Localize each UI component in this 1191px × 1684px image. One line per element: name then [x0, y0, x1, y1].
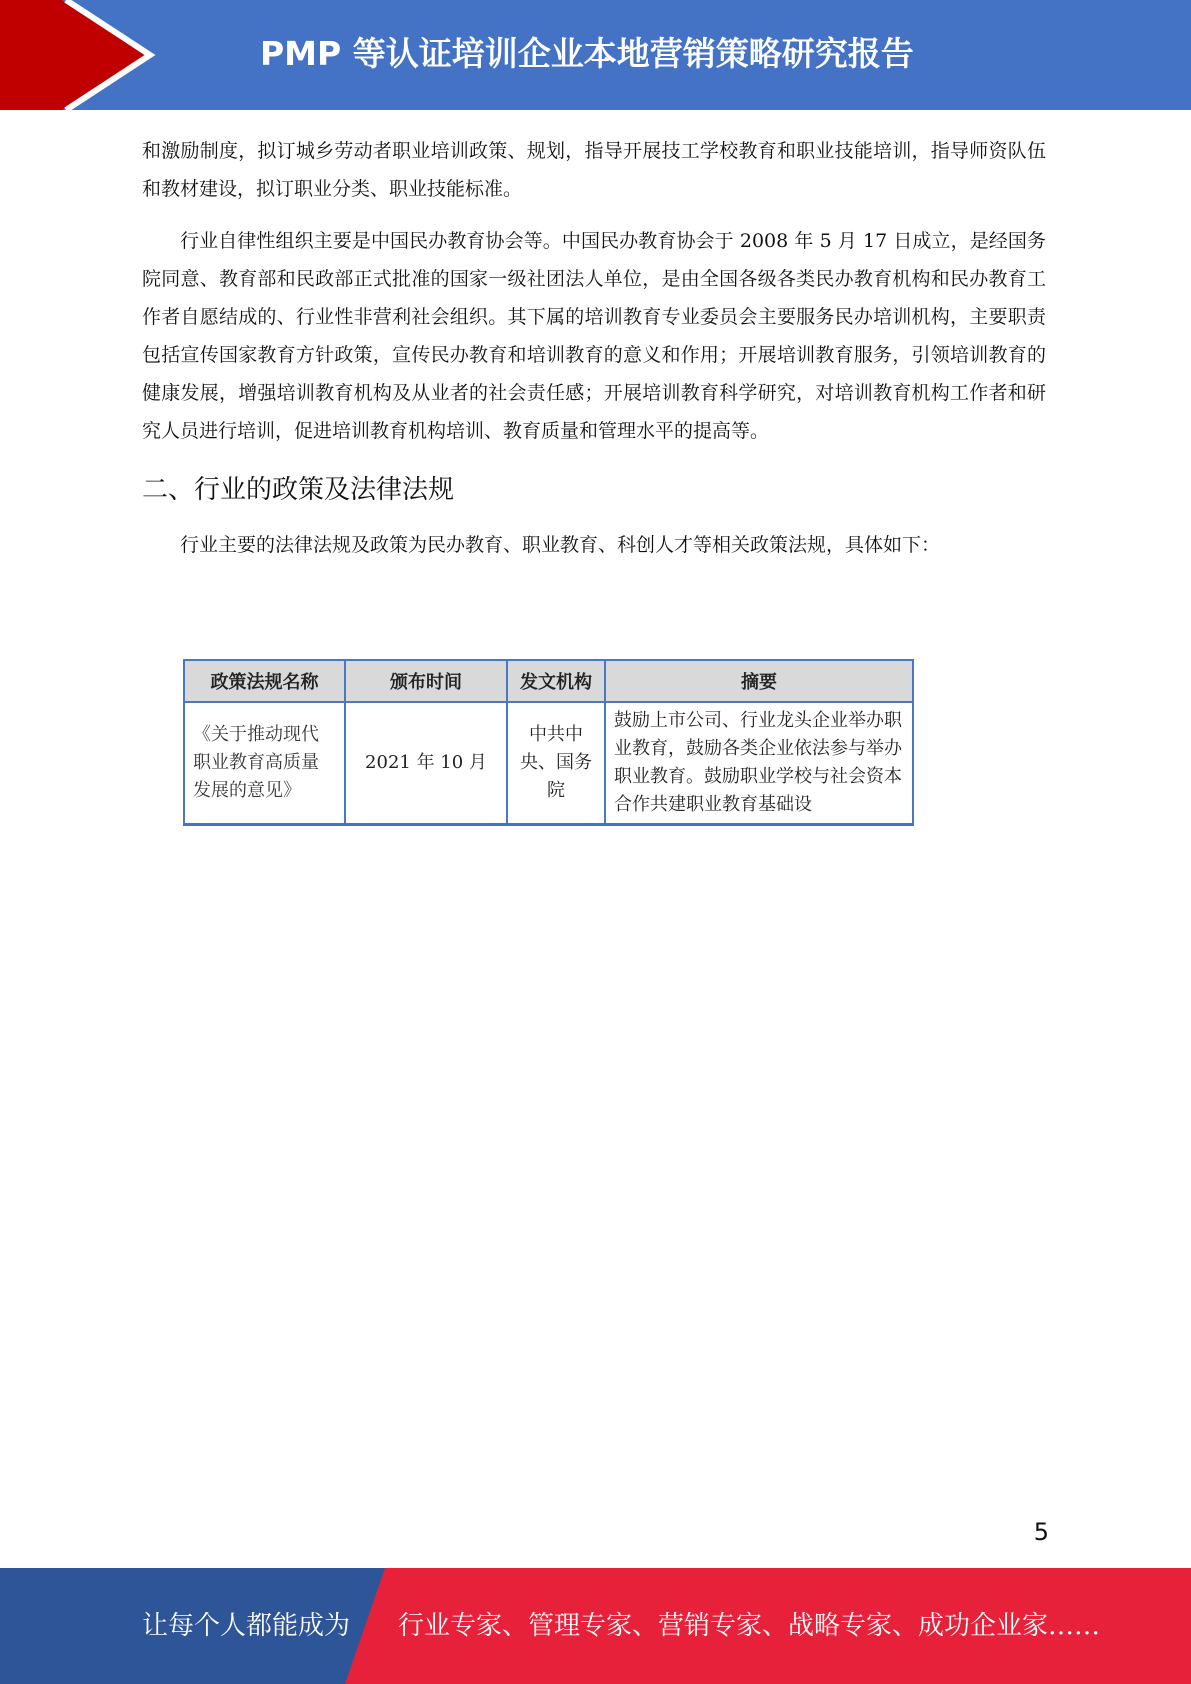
cell-issuing-body: 中共中央、国务院: [507, 702, 605, 825]
footer-slogan-right: 行业专家、管理专家、营销专家、战略专家、成功企业家……: [398, 1611, 1101, 1641]
table-row: [184, 702, 913, 825]
header-policy-name: 政策法规名称: [184, 660, 345, 702]
section-heading: 二、行业的政策及法律法规: [142, 475, 455, 505]
page-content: [142, 132, 1046, 564]
header-issue-date: 颁布时间: [345, 660, 507, 702]
paragraph-1: 和激励制度，拟订城乡劳动者职业培训政策、规划，指导开展技工学校教育和职业技能培训，指导师资队伍和教材建设，拟订职业分类、职业技能标准。: [142, 140, 1046, 200]
header-summary: 摘要: [605, 660, 913, 702]
policy-table-container: [183, 659, 914, 826]
header-title: PMP 等认证培训企业本地营销策略研究报告: [260, 34, 914, 73]
cell-policy-name: 《关于推动现代职业教育高质量发展的意见》: [184, 702, 345, 825]
page-header: [0, 0, 1191, 110]
header-issuing-body: 发文机构: [507, 660, 605, 702]
header-arrow-graphic: [0, 0, 160, 110]
paragraph-2: 行业自律性组织主要是中国民办教育协会等。中国民办教育协会于 2008 年 5 月 17 日成立，是经国务院同意、教育部和民政部正式批准的国家一级社团法人单位，是由全国各级各类民办教育机构和民办教育工作者自愿结成的、行业性非营利社会组织。其下属的培训教育专业委员会主要服务民办培训机构，主要职责包括宣传国家教育方针政策，宣传民办教育和培训教育的意义和作用；开展培训教育服务，引领培训教育的健康发展，增强培训教育机构及从业者的社会责任感；开展培训教育科学研究，对培训教育机构工作者和研究人员进行培训，促进培训教育机构培训、教育质量和管理水平的提高等。: [142, 230, 1046, 442]
cell-issue-date: 2021 年 10 月: [345, 702, 507, 825]
footer-slogan-left: 让每个人都能成为: [142, 1611, 351, 1641]
page-number: 5: [1033, 1518, 1049, 1546]
cell-summary: 鼓励上市公司、行业龙头企业举办职业教育，鼓励各类企业依法参与举办职业教育。鼓励职业学校与社会资本合作共建职业教育基础设: [605, 702, 913, 825]
policy-table: [183, 659, 914, 826]
page-footer: [0, 1568, 1191, 1684]
paragraph-3: 行业主要的法律法规及政策为民办教育、职业教育、科创人才等相关政策法规，具体如下：: [180, 534, 941, 556]
table-header-row: [184, 660, 913, 702]
